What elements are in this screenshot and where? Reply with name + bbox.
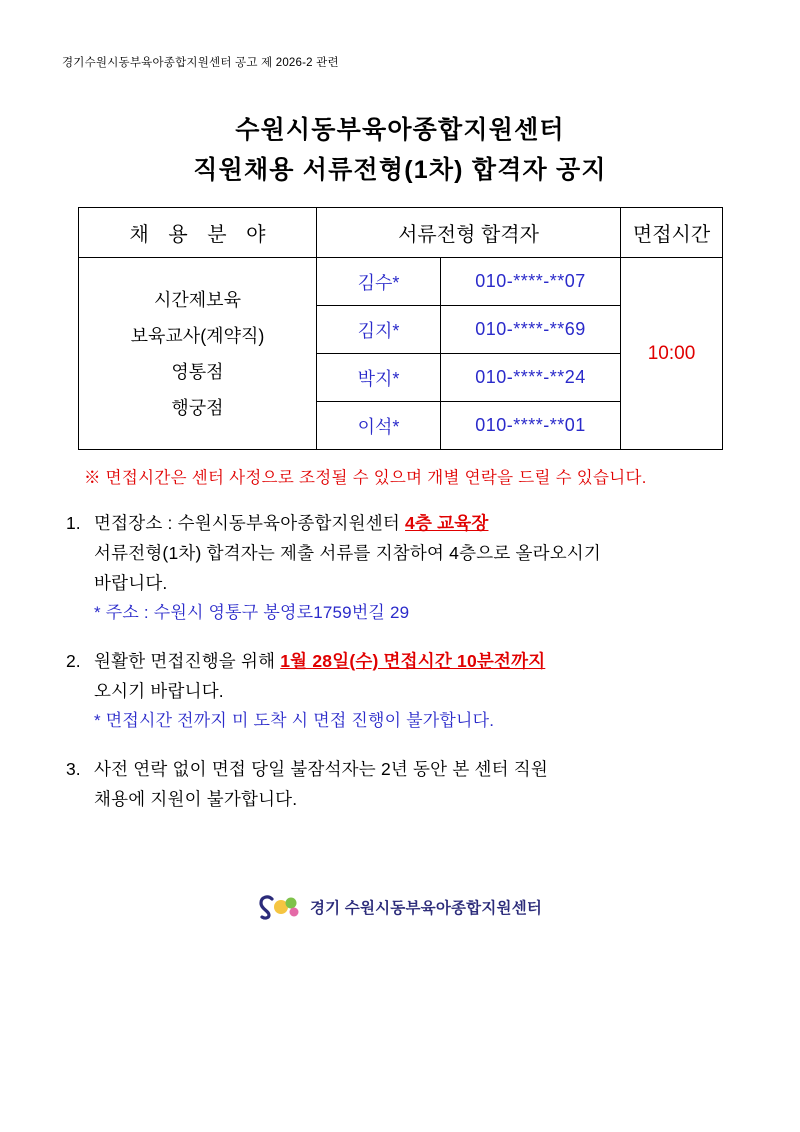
list-item-subnote: * 주소 : 수원시 영통구 봉영로1759번길 29 <box>94 603 410 622</box>
field-line: 보육교사(계약직) <box>130 325 265 346</box>
list-item-number: 2. <box>66 651 81 671</box>
page-title <box>0 110 800 190</box>
list-item-line <box>94 646 766 676</box>
list-item-text: 면접장소 : 수원시동부육아종합지원센터 <box>94 513 400 533</box>
header-field: 채 용 분 야 <box>79 208 317 258</box>
list-item-line <box>94 508 766 538</box>
list-item-line: 서류전형(1차) 합격자는 제출 서류를 지참하여 4층으로 올라오시기 <box>94 543 602 563</box>
list-item <box>66 646 766 736</box>
interview-time-value: 10:00 <box>621 258 723 450</box>
list-item-body <box>94 646 766 736</box>
list-item-line: 채용에 지원이 불가합니다. <box>94 789 298 809</box>
reference-line: 경기수원시동부육아종합지원센터 공고 제 2026-2 관련 <box>62 57 339 69</box>
footer-logo <box>0 893 800 921</box>
list-item-line: 바랍니다. <box>94 573 168 593</box>
interview-time-note: ※ 면접시간은 센터 사정으로 조정될 수 있으며 개별 연락을 드릴 수 있습니다. <box>84 469 647 487</box>
passer-phone: 010-****-**07 <box>441 258 621 306</box>
passer-name: 김수* <box>317 258 441 306</box>
field-line: 시간제보육 <box>154 289 241 310</box>
list-item-subnote: * 면접시간 전까지 미 도착 시 면접 진행이 불가합니다. <box>94 711 495 730</box>
passer-phone: 010-****-**69 <box>441 306 621 354</box>
passer-phone: 010-****-**01 <box>441 402 621 450</box>
list-item-number: 1. <box>66 513 81 533</box>
passers-table <box>78 207 723 450</box>
table-header-row <box>79 208 723 258</box>
header-passers: 서류전형 합격자 <box>317 208 621 258</box>
field-cell <box>79 258 317 450</box>
logo-text: 경기 수원시동부육아종합지원센터 <box>309 900 543 917</box>
passers-table-wrapper <box>78 207 722 450</box>
title-line-2: 직원채용 서류전형(1차) 합격자 공지 <box>193 156 607 184</box>
list-item-highlight: 1월 28일(수) 면접시간 10분전까지 <box>280 651 546 671</box>
passer-name: 이석* <box>317 402 441 450</box>
list-item-line: 사전 연락 없이 면접 당일 불잠석자는 2년 동안 본 센터 직원 <box>94 759 548 779</box>
list-item <box>66 508 766 628</box>
title-line-1: 수원시동부육아종합지원센터 <box>235 116 565 144</box>
list-item-text: 원활한 면접진행을 위해 <box>94 651 276 671</box>
table-row <box>79 258 723 306</box>
list-item-body <box>94 508 766 628</box>
list-item <box>66 754 766 814</box>
list-item-highlight: 4층 교육장 <box>405 513 489 533</box>
list-item-body <box>94 754 766 814</box>
sco-logo-icon <box>258 893 302 921</box>
header-interview-time: 면접시간 <box>621 208 723 258</box>
field-line: 행궁점 <box>171 397 224 418</box>
passer-phone: 010-****-**24 <box>441 354 621 402</box>
list-item-line: 오시기 바랍니다. <box>94 681 224 701</box>
passer-name: 박지* <box>317 354 441 402</box>
passer-name: 김지* <box>317 306 441 354</box>
list-item-number: 3. <box>66 759 81 779</box>
notice-list <box>66 508 766 828</box>
field-line: 영통점 <box>171 361 224 382</box>
